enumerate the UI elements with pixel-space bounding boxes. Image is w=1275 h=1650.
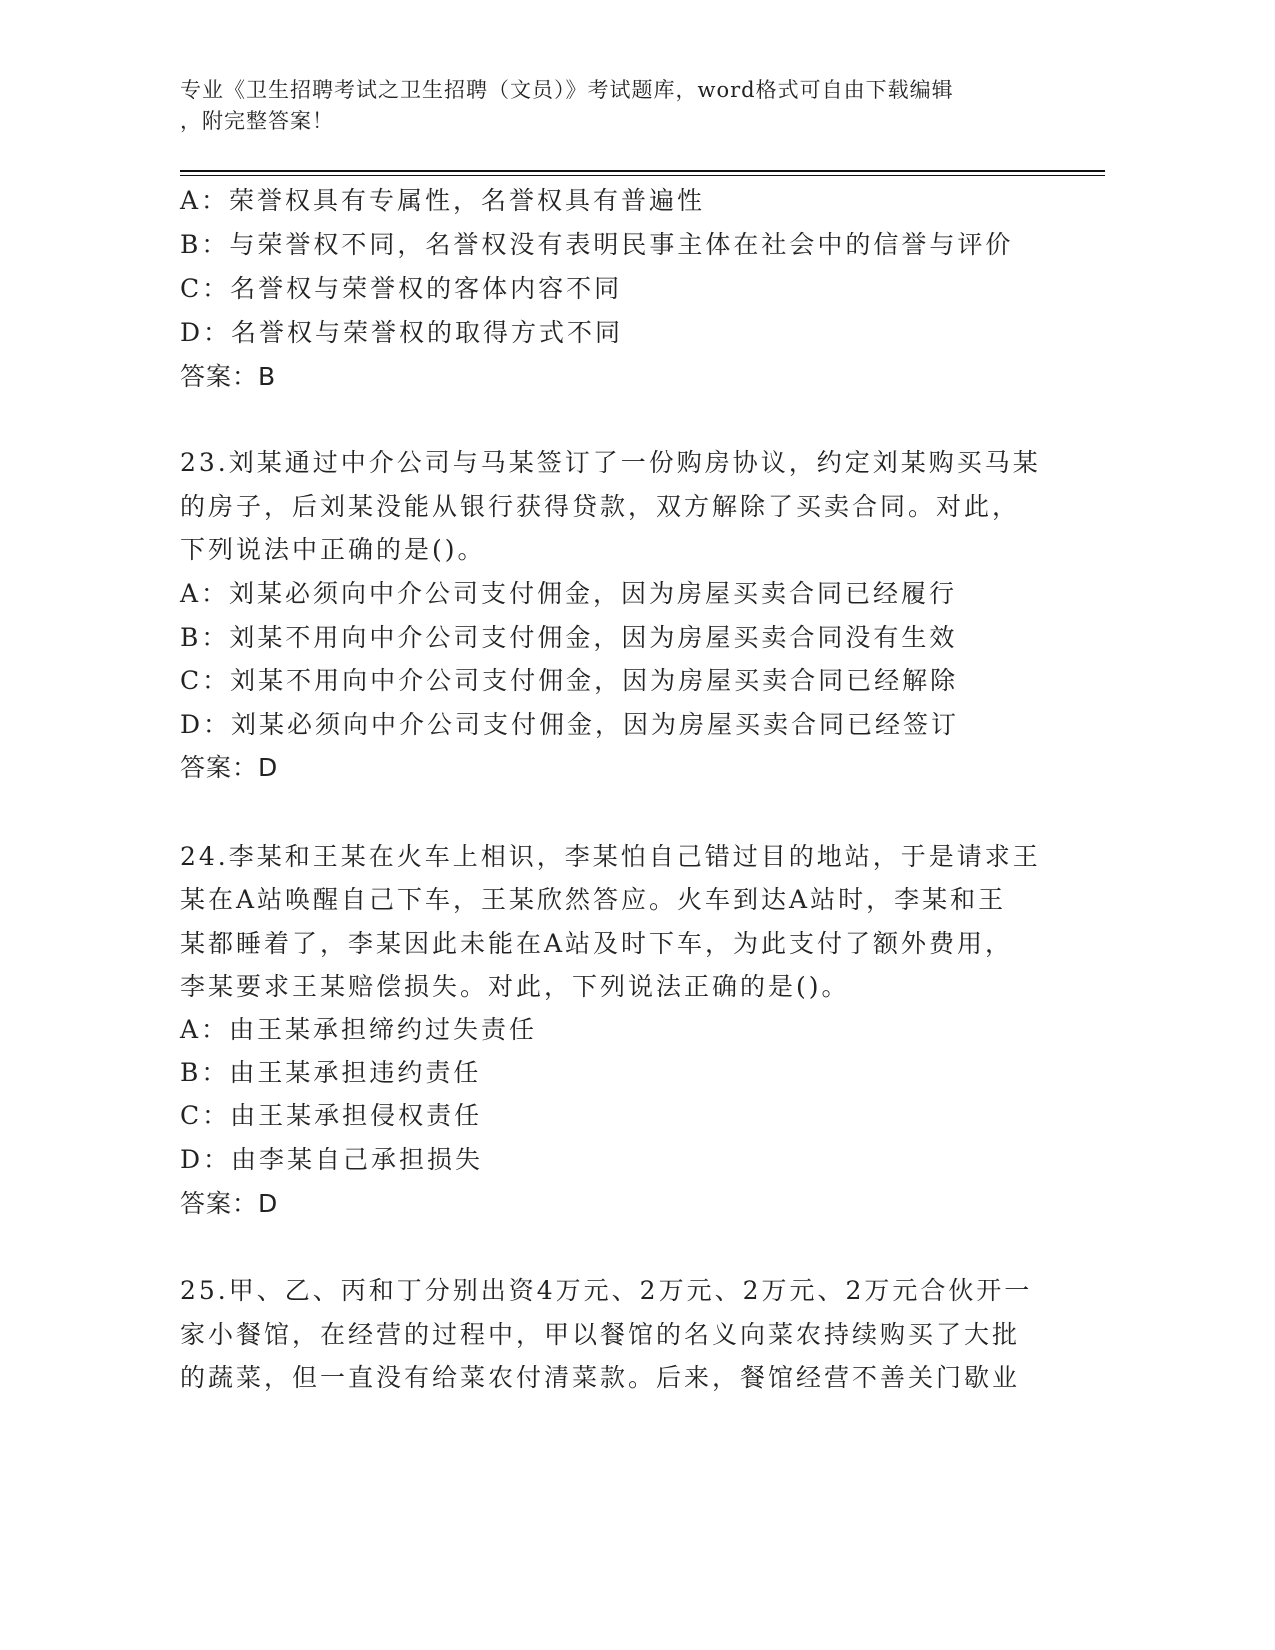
question-stem-line: 李某要求王某赔偿损失。对此，下列说法正确的是()。 — [180, 972, 850, 1001]
question-stem-line: 家小餐馆，在经营的过程中，甲以餐馆的名义向菜农持续购买了大批 — [180, 1320, 1021, 1349]
question-stem-line: 某在A站唤醒自己下车，王某欣然答应。火车到达A站时，李某和王 — [180, 885, 1007, 914]
question-stem-line: 的房子，后刘某没能从银行获得贷款，双方解除了买卖合同。对此， — [180, 492, 1021, 521]
option-a: A：由王某承担缔约过失责任 — [180, 1015, 538, 1044]
header-line-2: ，附完整答案！ — [180, 109, 334, 133]
option-b: B：与荣誉权不同，名誉权没有表明民事主体在社会中的信誉与评价 — [180, 230, 1014, 259]
option-b: B：由王某承担违约责任 — [180, 1058, 482, 1087]
header-line-1: 专业《卫生招聘考试之卫生招聘（文员）》考试题库，word格式可自由下载编辑 — [180, 78, 954, 102]
question-stem-line: 25.甲、乙、丙和丁分别出资4万元、2万元、2万元、2万元合伙开一 — [180, 1276, 1033, 1305]
answer: 答案：B — [180, 362, 277, 391]
question-stem-line: 23.刘某通过中介公司与马某签订了一份购房协议，约定刘某购买马某 — [180, 448, 1041, 477]
option-c: C：刘某不用向中介公司支付佣金，因为房屋买卖合同已经解除 — [180, 666, 959, 695]
option-a: A：刘某必须向中介公司支付佣金，因为房屋买卖合同已经履行 — [180, 579, 958, 608]
option-c: C：名誉权与荣誉权的客体内容不同 — [180, 274, 623, 303]
header-rule-bottom — [180, 175, 1105, 176]
header-rule-top — [180, 170, 1105, 172]
question-stem-line: 某都睡着了，李某因此未能在A站及时下车，为此支付了额外费用， — [180, 929, 1014, 958]
option-d: D：由李某自己承担损失 — [180, 1145, 484, 1174]
option-d: D：刘某必须向中介公司支付佣金，因为房屋买卖合同已经签订 — [180, 710, 960, 739]
question-stem-line: 24.李某和王某在火车上相识，李某怕自己错过目的地站，于是请求王 — [180, 842, 1041, 871]
option-d: D：名誉权与荣誉权的取得方式不同 — [180, 318, 624, 347]
answer: 答案：D — [180, 1189, 279, 1218]
option-b: B：刘某不用向中介公司支付佣金，因为房屋买卖合同没有生效 — [180, 623, 958, 652]
question-stem-line: 下列说法中正确的是()。 — [180, 535, 486, 564]
answer: 答案：D — [180, 753, 279, 782]
option-a: A：荣誉权具有专属性，名誉权具有普遍性 — [180, 186, 706, 215]
question-stem-line: 的蔬菜，但一直没有给菜农付清菜款。后来，餐馆经营不善关门歇业 — [180, 1363, 1021, 1392]
option-c: C：由王某承担侵权责任 — [180, 1101, 483, 1130]
